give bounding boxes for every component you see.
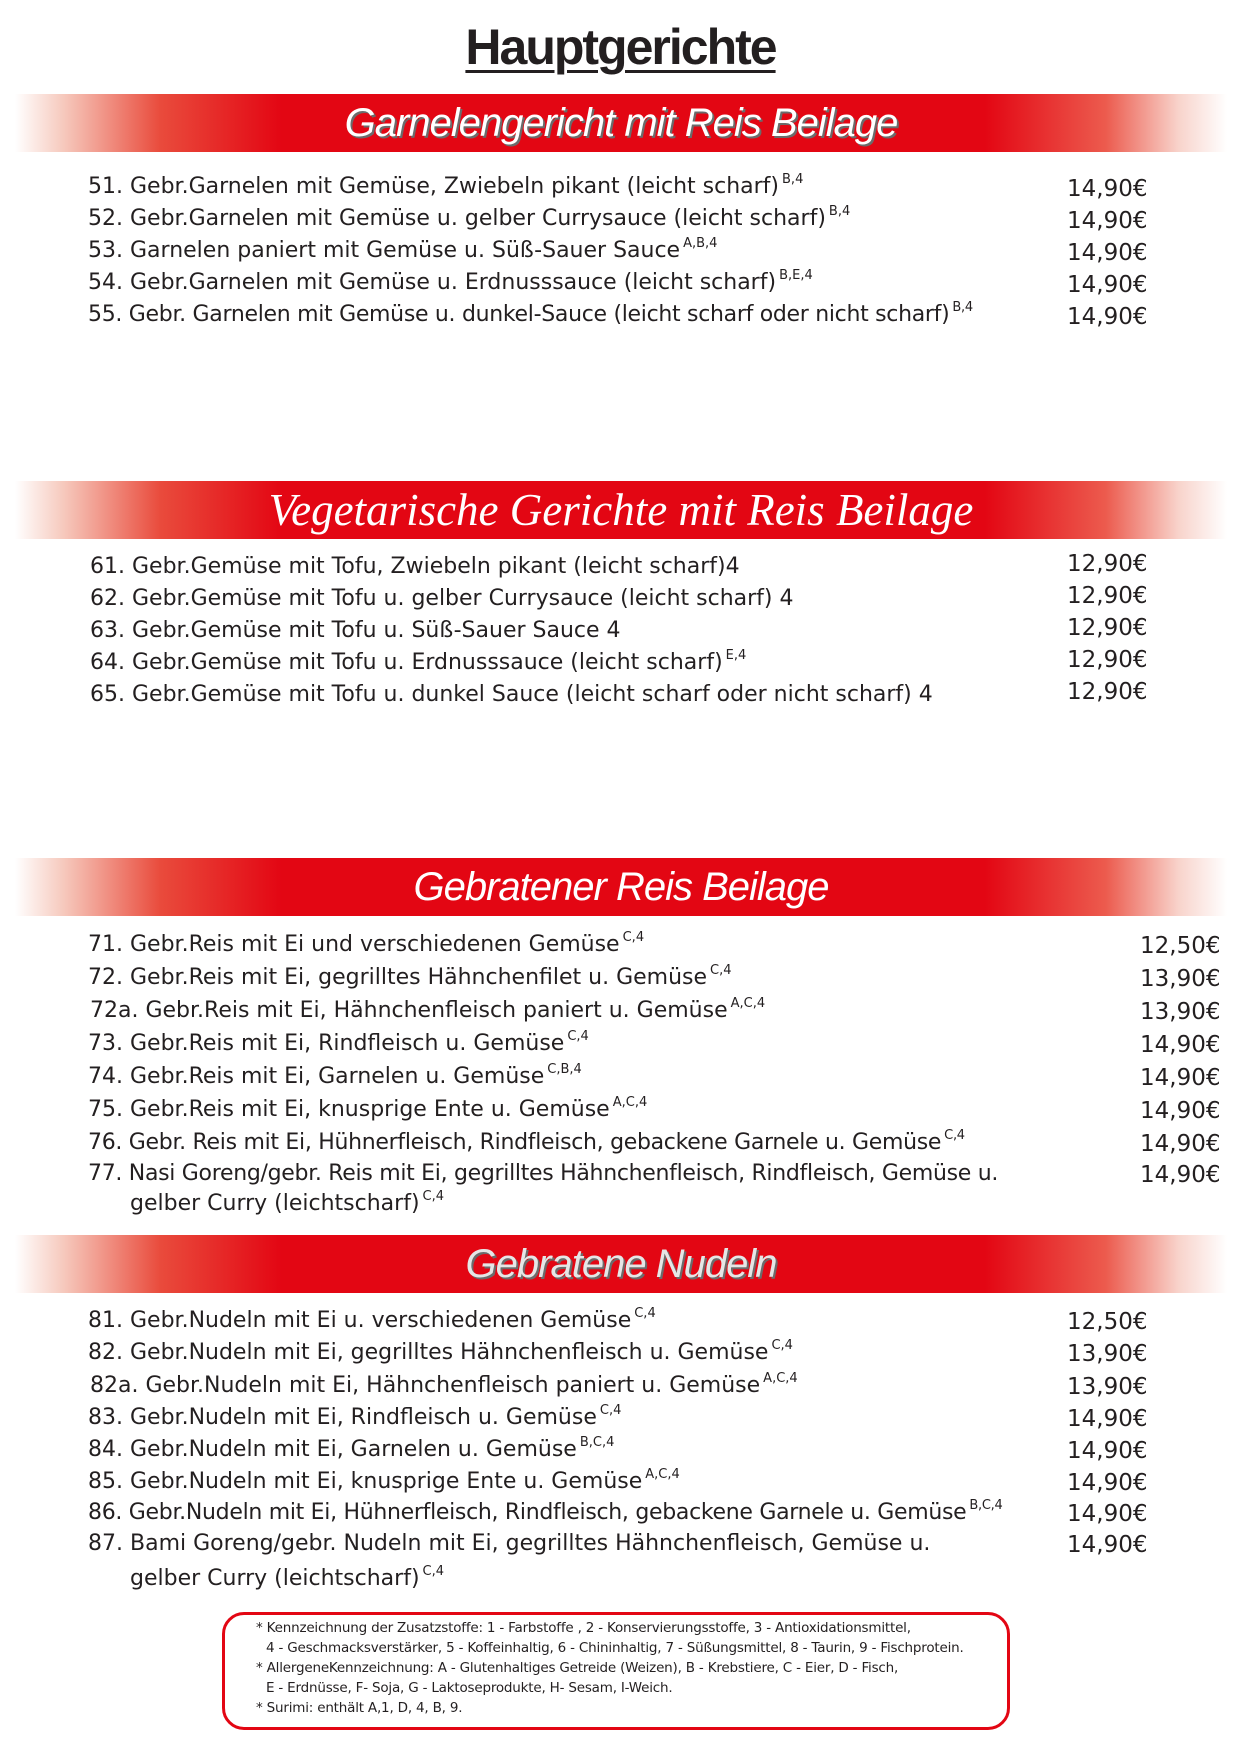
price: 12,90€ (1067, 551, 1148, 577)
price: 14,90€ (1140, 1131, 1221, 1157)
list-item: 71. Gebr.Reis mit Ei und verschiedenen Gemüse $^{C,4}$ (88, 930, 645, 957)
section-heading: Gebratene Nudeln (465, 1242, 777, 1286)
footnote-line: * AllergeneKennzeichnung: A - Glutenhaltiges Getreide (Weizen), B - Krebstiere, C - Eier, D - Fisch, (256, 1660, 899, 1676)
footnote-line: E - Erdnüsse, F- Soja, G - Laktoseprodukte, H- Sesam, I-Weich. (266, 1680, 673, 1696)
list-item: 82a. Gebr.Nudeln mit Ei, Hähnchenfleisch paniert u. Gemüse $^{A,C,4}$ (90, 1371, 798, 1398)
price: 14,90€ (1067, 176, 1148, 202)
price: 13,90€ (1067, 1341, 1148, 1367)
footnote-line: * Surimi: enthält A,1, D, 4, B, 9. (256, 1700, 463, 1716)
section-header-reis (15, 858, 1227, 916)
price: 12,50€ (1067, 1309, 1148, 1335)
list-item: 54. Gebr.Garnelen mit Gemüse u. Erdnusssauce (leicht scharf) $^{B,E,4}$ (88, 268, 813, 295)
price: 14,90€ (1140, 1098, 1221, 1124)
list-item: 63. Gebr.Gemüse mit Tofu u. Süß-Sauer Sauce 4 (90, 618, 621, 643)
section-header-vegetarisch (15, 481, 1227, 539)
price: 12,50€ (1140, 933, 1221, 959)
list-item: 84. Gebr.Nudeln mit Ei, Garnelen u. Gemüse $^{B,C,4}$ (88, 1435, 615, 1462)
price: 12,90€ (1067, 647, 1148, 673)
price: 14,90€ (1067, 240, 1148, 266)
list-item: 83. Gebr.Nudeln mit Ei, Rindfleisch u. Gemüse $^{C,4}$ (88, 1403, 622, 1430)
price: 14,90€ (1140, 1065, 1221, 1091)
section-header-garnelen (15, 94, 1227, 152)
page-title: Hauptgerichte (465, 19, 776, 75)
section-heading: Gebratener Reis Beilage (413, 865, 829, 909)
price: 14,90€ (1067, 272, 1148, 298)
list-item: 61. Gebr.Gemüse mit Tofu, Zwiebeln pikant (leicht scharf)4 (90, 554, 740, 579)
price: 14,90€ (1067, 1532, 1148, 1558)
list-item: 52. Gebr.Garnelen mit Gemüse u. gelber Currysauce (leicht scharf) $^{B,4}$ (88, 204, 851, 231)
list-item-continuation: gelber Curry (leichtscharf) $^{C,4}$ (130, 1189, 445, 1216)
price: 14,90€ (1067, 1501, 1148, 1527)
section-heading: Vegetarische Gerichte mit Reis Beilage (268, 485, 974, 535)
list-item: 72. Gebr.Reis mit Ei, gegrilltes Hähnchenfilet u. Gemüse $^{C,4}$ (88, 963, 732, 990)
price: 14,90€ (1067, 304, 1148, 330)
list-item: 85. Gebr.Nudeln mit Ei, knusprige Ente u. Gemüse $^{A,C,4}$ (88, 1467, 680, 1494)
list-item: 73. Gebr.Reis mit Ei, Rindfleisch u. Gemüse $^{C,4}$ (88, 1029, 589, 1056)
list-item: 82. Gebr.Nudeln mit Ei, gegrilltes Hähnchenfleisch u. Gemüse $^{C,4}$ (88, 1338, 793, 1365)
list-item-continuation: gelber Curry (leichtscharf) $^{C,4}$ (130, 1564, 445, 1591)
price: 12,90€ (1067, 615, 1148, 641)
list-item: 65. Gebr.Gemüse mit Tofu u. dunkel Sauce (leicht scharf oder nicht scharf) 4 (90, 682, 933, 707)
list-item: 55. Gebr. Garnelen mit Gemüse u. dunkel-Sauce (leicht scharf oder nicht scharf) $^{B,4}$ (88, 300, 973, 327)
price: 14,90€ (1140, 1162, 1221, 1188)
list-item: 87. Bami Goreng/gebr. Nudeln mit Ei, gegrilltes Hähnchenfleisch, Gemüse u. (88, 1531, 931, 1556)
price: 13,90€ (1067, 1374, 1148, 1400)
section-heading: Garnelengericht mit Reis Beilage (344, 101, 898, 145)
price: 13,90€ (1140, 999, 1221, 1025)
price: 14,90€ (1067, 208, 1148, 234)
footnote-line: 4 - Geschmacksverstärker, 5 - Koffeinhaltig, 6 - Chininhaltig, 7 - Süßungsmittel, 8 - Taurin, 9 - Fischprotein. (266, 1640, 964, 1656)
list-item: 76. Gebr. Reis mit Ei, Hühnerfleisch, Rindfleisch, gebackene Garnele u. Gemüse $^{C,4}$ (88, 1128, 965, 1155)
section-header-nudeln (15, 1235, 1227, 1293)
price: 14,90€ (1067, 1438, 1148, 1464)
price: 12,90€ (1067, 679, 1148, 705)
list-item: 53. Garnelen paniert mit Gemüse u. Süß-Sauer Sauce $^{A,B,4}$ (88, 236, 718, 263)
price: 14,90€ (1067, 1470, 1148, 1496)
price: 12,90€ (1067, 583, 1148, 609)
list-item: 62. Gebr.Gemüse mit Tofu u. gelber Currysauce (leicht scharf) 4 (90, 586, 794, 611)
price: 14,90€ (1140, 1032, 1221, 1058)
price: 13,90€ (1140, 966, 1221, 992)
footnote-line: * Kennzeichnung der Zusatzstoffe: 1 - Farbstoffe , 2 - Konservierungsstoffe, 3 - Antioxidationsmittel, (256, 1620, 911, 1636)
list-item: 72a. Gebr.Reis mit Ei, Hähnchenfleisch paniert u. Gemüse $^{A,C,4}$ (90, 996, 766, 1023)
list-item: 75. Gebr.Reis mit Ei, knusprige Ente u. Gemüse $^{A,C,4}$ (88, 1095, 648, 1122)
price: 14,90€ (1067, 1406, 1148, 1432)
list-item: 51. Gebr.Garnelen mit Gemüse, Zwiebeln pikant (leicht scharf) $^{B,4}$ (88, 172, 804, 199)
list-item: 81. Gebr.Nudeln mit Ei u. verschiedenen Gemüse $^{C,4}$ (88, 1306, 656, 1333)
list-item: 74. Gebr.Reis mit Ei, Garnelen u. Gemüse $^{C,B,4}$ (88, 1062, 582, 1089)
list-item: 77. Nasi Goreng/gebr. Reis mit Ei, gegrilltes Hähnchenfleisch, Rindfleisch, Gemüse u. (88, 1161, 999, 1186)
list-item: 86. Gebr.Nudeln mit Ei, Hühnerfleisch, Rindfleisch, gebackene Garnele u. Gemüse $^{B,C,4}$ (88, 1498, 1003, 1525)
list-item: 64. Gebr.Gemüse mit Tofu u. Erdnusssauce (leicht scharf) $^{E,4}$ (90, 648, 747, 675)
